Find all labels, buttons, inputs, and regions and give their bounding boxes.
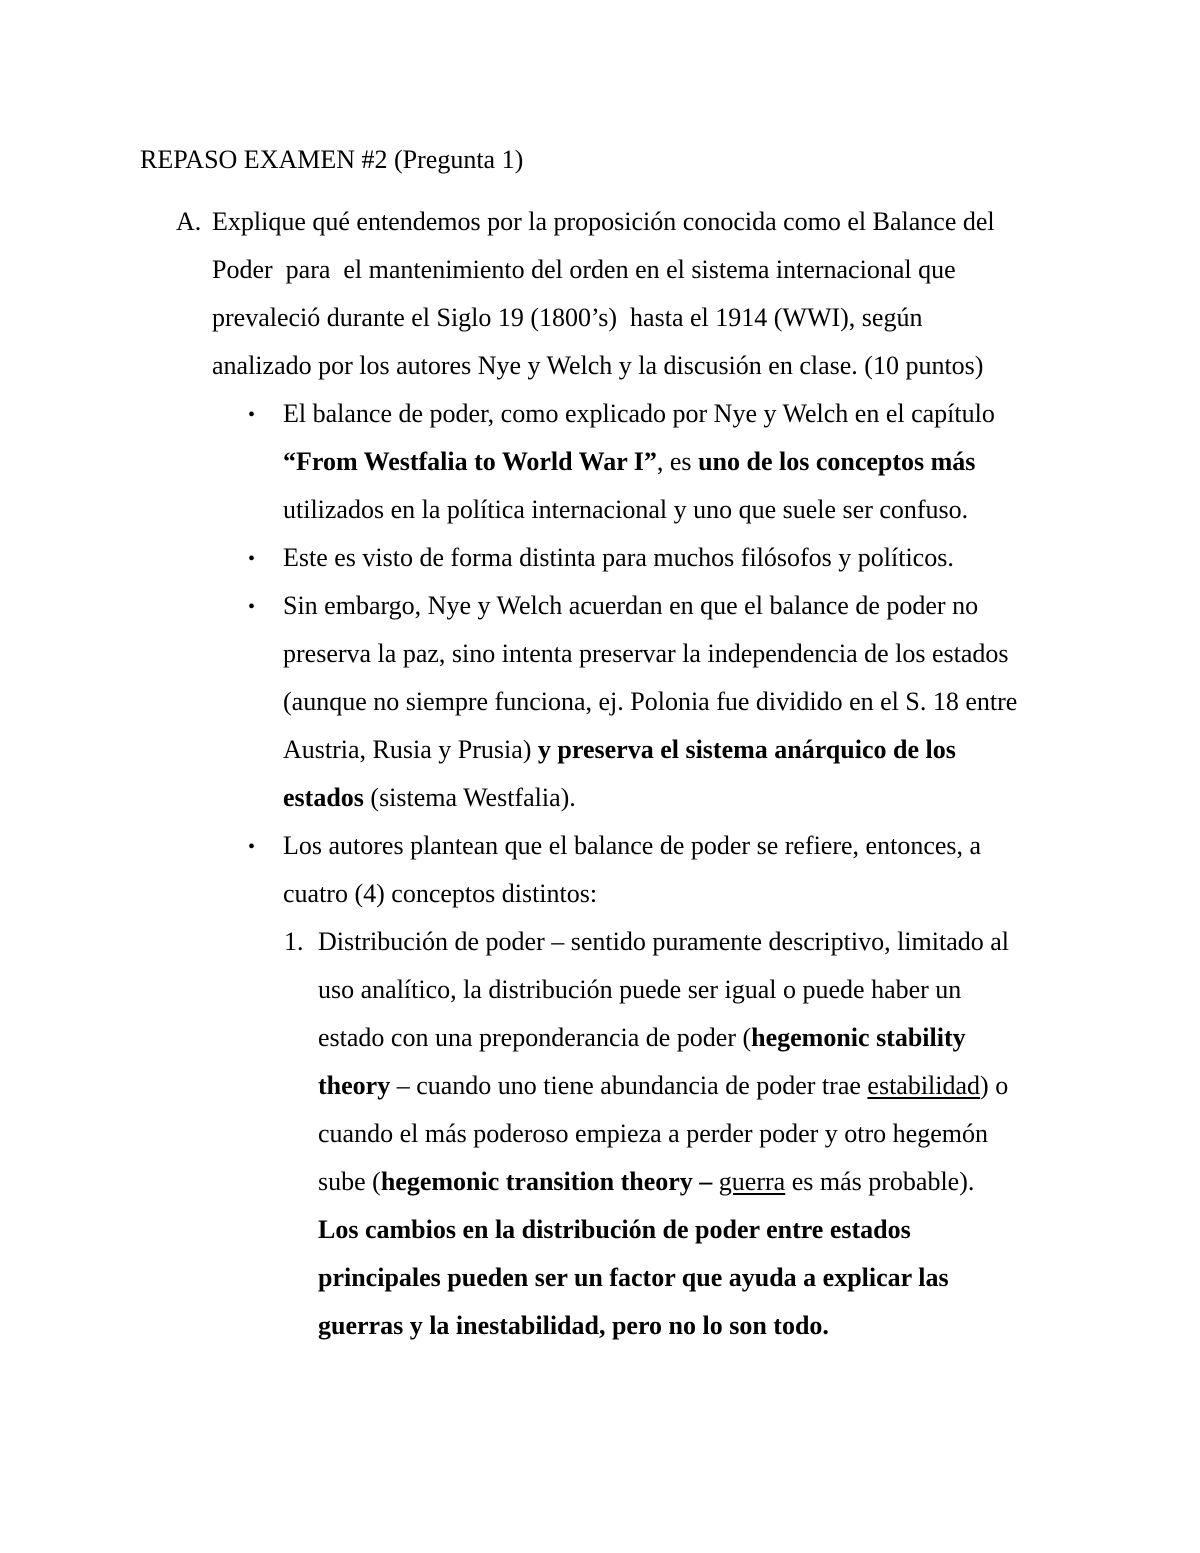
bold-text: hegemonic transition theory <box>380 1167 693 1196</box>
bullet-icon: • <box>248 836 256 858</box>
numbered-marker: 1. <box>284 927 304 956</box>
underlined-text: estabilidad <box>867 1071 981 1100</box>
bullet-text: Los autores plantean que el balance de poder se refiere, entonces, a <box>283 831 982 860</box>
bullet-text: Este es visto de forma distinta para muchos filósofos y políticos. <box>283 543 954 572</box>
bullet-text <box>283 735 956 765</box>
numbered-text <box>318 1167 974 1197</box>
bullet-text: preserva la paz, sino intenta preservar la independencia de los estados <box>283 639 1009 668</box>
question-line: analizado por los autores Nye y Welch y la discusión en clase. (10 puntos) <box>212 351 984 380</box>
numbered-text <box>318 1023 966 1053</box>
bullet-text <box>283 447 975 477</box>
bold-text: – <box>692 1167 719 1196</box>
numbered-text: uso analítico, la distribución puede ser igual o puede haber un <box>318 975 962 1004</box>
question-line: prevaleció durante el Siglo 19 (1800’s) hasta el 1914 (WWI), según <box>212 303 923 332</box>
bold-text: theory <box>318 1071 391 1100</box>
text-run: – cuando uno tiene abundancia de poder trae <box>390 1071 868 1100</box>
text-run: sube ( <box>318 1167 381 1196</box>
bullet-icon: • <box>248 596 256 618</box>
bold-text: hegemonic stability <box>751 1023 966 1052</box>
question-line: Explique qué entendemos por la proposición conocida como el Balance del <box>212 207 995 236</box>
text-run: es más probable). <box>785 1167 975 1196</box>
bold-text: y preserva el sistema anárquico de los <box>537 735 956 764</box>
text-run: Austria, Rusia y Prusia) <box>283 735 538 764</box>
underlined-text: guerra <box>718 1167 786 1196</box>
bullet-text: Sin embargo, Nye y Welch acuerdan en que el balance de poder no <box>283 591 979 620</box>
bold-conclusion: guerras y la inestabilidad, pero no lo son todo. <box>318 1311 829 1340</box>
text-run: (sistema Westfalia). <box>363 783 576 812</box>
bold-text: estados <box>283 783 364 812</box>
bullet-text: cuatro (4) conceptos distintos: <box>283 879 598 908</box>
bullet-icon: • <box>248 548 256 570</box>
numbered-text <box>318 1071 1008 1101</box>
bold-conclusion: principales pueden ser un factor que ayuda a explicar las <box>318 1263 949 1292</box>
chapter-title: “From Westfalia to World War I” <box>283 447 657 476</box>
question-line: Poder para el mantenimiento del orden en el sistema internacional que <box>212 255 956 284</box>
question-marker: A. <box>176 207 202 236</box>
text-run: ) o <box>980 1071 1009 1100</box>
bullet-text: utilizados en la política internacional y uno que suele ser confuso. <box>283 495 969 524</box>
numbered-text: cuando el más poderoso empieza a perder poder y otro hegemón <box>318 1119 988 1148</box>
document-title: REPASO EXAMEN #2 (Pregunta 1) <box>140 145 524 174</box>
numbered-text: Distribución de poder – sentido puramente descriptivo, limitado al <box>318 927 1010 956</box>
bullet-text: (aunque no siempre funciona, ej. Polonia fue dividido en el S. 18 entre <box>283 687 1018 716</box>
bold-conclusion: Los cambios en la distribución de poder entre estados <box>318 1215 911 1244</box>
bullet-icon: • <box>248 404 256 426</box>
bullet-text <box>283 783 576 813</box>
bullet-text: El balance de poder, como explicado por Nye y Welch en el capítulo <box>283 399 995 428</box>
text-run: estado con una preponderancia de poder ( <box>318 1023 752 1052</box>
text-run: , es <box>656 447 699 476</box>
bold-text: uno de los conceptos más <box>698 447 976 476</box>
